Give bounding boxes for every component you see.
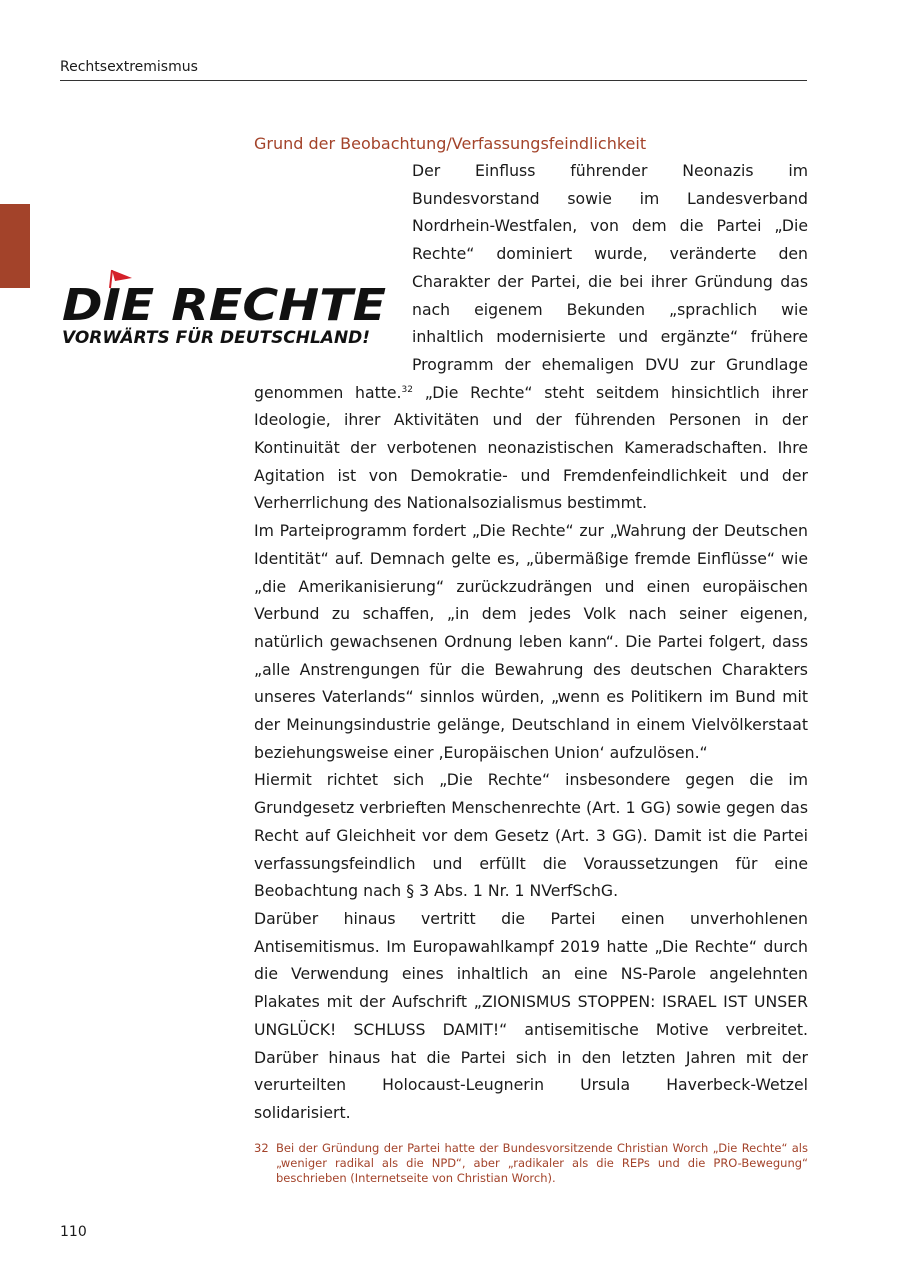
paragraph-3: Hiermit richtet sich „Die Rechte“ insbesondere gegen die im Grundgesetz verbrieften Menschenrechte (Art. 1 GG) sowie gegen das Recht auf Gleichheit vor dem Gesetz (Art. 3 GG). Damit ist die Partei verfassungsfeindlich und erfüllt die Voraussetzungen für eine Beobachtung nach § 3 Abs. 1 Nr. 1 NVerfSchG. (254, 770, 808, 901)
paragraph-1-text-cont: „Die Rechte“ steht seitdem hinsichtlich ihrer Ideologie, ihrer Aktivitäten und der führenden Personen in der Kontinuität der verbotenen neonazistischen Kameradschaften. Ihre Agitation ist von Demokratie- und Fremdenfeindlichkeit und der Verherrlichung des Nationalsozialismus bestimmt. (254, 382, 808, 513)
footnote (254, 1141, 808, 1186)
running-header-title: Rechtsextremismus (60, 59, 198, 75)
footnote-text: Bei der Gründung der Partei hatte der Bundesvorsitzende Christian Worch „Die Rechte“ als „weniger radikal als die NPD“, aber „radikaler als die REPs und die PRO-Bewegung“ beschrieben (Internetseite von Christian Worch). (276, 1141, 808, 1185)
footnote-ref[interactable]: 32 (401, 384, 413, 395)
page-number: 110 (60, 1224, 87, 1240)
paragraph-2: Im Parteiprogramm fordert „Die Rechte“ zur „Wahrung der Deutschen Identität“ auf. Demnach gelte es, „übermäßige fremde Einflüsse“ wie „die Amerikanisierung“ zurückzudrängen und einen europäischen Verbund zu schaffen, „in dem jedes Volk nach seiner eigenen, natürlich gewachsenen Ordnung leben kann“. Die Partei folgert, dass „alle Anstrengungen für die Bewahrung des deutschen Charakters unseres Vaterlands“ sinnlos würden, „wenn es Politikern im Bund mit der Meinungsindustrie gelänge, Deutschland in einem Vielvölkerstaat beziehungsweise einer ‚Europäischen Union‘ aufzulösen.“ (254, 521, 808, 762)
running-header (60, 58, 807, 81)
logo-slogan: VORWÄRTS FÜR DEUTSCHLAND! (62, 328, 371, 348)
footnote-number: 32 (254, 1141, 269, 1155)
paragraph-4: Darüber hinaus vertritt die Partei einen unverhohlenen Antisemitismus. Im Europawahlkampf 2019 hatte „Die Rechte“ durch die Verwendung eines inhaltlich an eine NS-Parole angelehnten Plakates mit der Aufschrift „ZIONISMUS STOPPEN: ISRAEL IST UNSER UNGLÜCK! SCHLUSS DAMIT!“ antisemitische Motive verbreitet. Darüber hinaus hat die Partei sich in den letzten Jahren mit der verurteilten Holocaust-Leugnerin Ursula Haverbeck-Wetzel solidarisiert. (254, 908, 808, 1122)
paragraph-1-text: Der Einfluss führender Neonazis im Bundesvorstand sowie im Landesverband Nordrhein-Westfalen, von dem die Partei „Die Rechte“ dominiert wurde, veränderte den Charakter der Partei, die bei ihrer Gründung das nach eigenem Bekunden „sprachlich wie inhaltlich modernisierte und ergänzte“ frühere Programm der ehemaligen DVU zur Grundlage genommen hatte. (254, 161, 808, 402)
section-heading: Grund der Beobachtung/Verfassungsfeindlichkeit (254, 134, 647, 153)
article-body (254, 131, 808, 1127)
logo-wordmark: DIE RECHTE (62, 280, 386, 331)
logo-float-space (254, 240, 412, 378)
chapter-side-tab (0, 204, 30, 288)
